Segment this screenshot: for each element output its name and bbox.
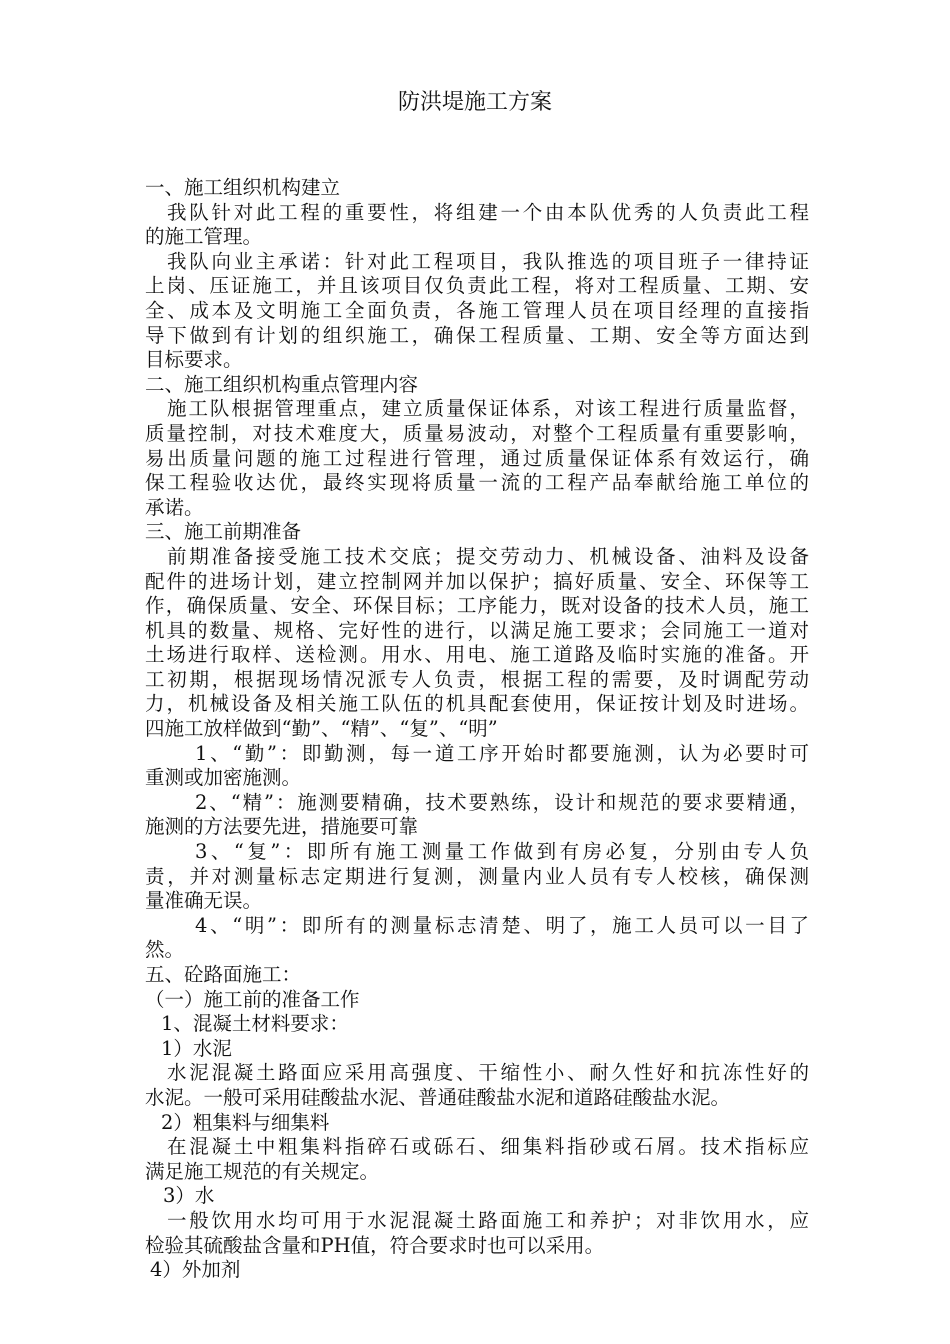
section-heading: 一、施工组织机构建立 (145, 176, 341, 199)
paragraph-line: 全、成本及文明施工全面负责，各施工管理人员在项目经理的直接指 (145, 298, 809, 322)
paragraph-line: 易出质量问题的施工过程进行管理，通过质量保证体系有效运行，确 (145, 446, 809, 470)
paragraph-line: 3、“复”：即所有施工测量工作做到有房必复，分别由专人负 (195, 840, 809, 864)
paragraph-line: 重测或加密施测。 (145, 766, 302, 790)
paragraph-line: 质量控制，对技术难度大，质量易波动，对整个工程质量有重要影响， (145, 421, 809, 445)
paragraph-line: 力，机械设备及相关施工队伍的机具配套使用，保证按计划及时进场。 (145, 692, 809, 716)
paragraph-line: 土场进行取样、送检测。用水、用电、施工道路及临时实施的准备。开 (145, 643, 809, 667)
paragraph-line: 施测的方法要先进，措施要可靠 (145, 815, 419, 839)
paragraph-line: 导下做到有计划的组织施工，确保工程质量、工期、安全等方面达到 (145, 323, 809, 347)
paragraph-line: 1、“勤”：即勤测，每一道工序开始时都要施测，认为必要时可 (195, 741, 809, 765)
paragraph-line: 配件的进场计划，建立控制网并加以保护；搞好质量、安全、环保等工 (145, 569, 809, 593)
paragraph-line: 施工队根据管理重点，建立质量保证体系，对该工程进行质量监督， (167, 397, 809, 421)
paragraph-line: 我队向业主承诺：针对此工程项目，我队推选的项目班子一律持证 (167, 249, 809, 273)
paragraph-line: 机具的数量、规格、完好性的进行，以满足施工要求；会同施工一道对 (145, 618, 809, 642)
paragraph-line: 满足施工规范的有关规定。 (145, 1159, 380, 1183)
paragraph-line: 然。 (145, 938, 185, 962)
subsection-heading: 1、混凝土材料要求： (161, 1012, 349, 1036)
section-heading: 二、施工组织机构重点管理内容 (145, 372, 419, 396)
section-heading: 五、砼路面施工： (145, 963, 302, 986)
paragraph-line: 目标要求。 (145, 348, 243, 372)
paragraph-line: 的施工管理。 (145, 225, 263, 249)
paragraph-line: 量准确无误。 (145, 889, 263, 913)
paragraph-line: 水泥混凝土路面应采用高强度、干缩性小、耐久性好和抗冻性好的 (167, 1061, 809, 1085)
subsection-heading: 2）粗集料与细集料 (161, 1110, 330, 1134)
paragraph-line: 前期准备接受施工技术交底；提交劳动力、机械设备、油料及设备 (167, 544, 809, 568)
paragraph-line: 我队针对此工程的重要性，将组建一个由本队优秀的人负责此工程 (167, 200, 809, 224)
paragraph-line: 4、“明”：即所有的测量标志清楚、明了，施工人员可以一目了 (195, 913, 809, 937)
paragraph-line: 2、“精”：施测要精确，技术要熟练，设计和规范的要求要精通， (195, 790, 809, 814)
section-heading: 四施工放样做到“勤”、“精”、“复”、“明” (145, 717, 498, 741)
page-title: 防洪堤施工方案 (397, 90, 552, 115)
paragraph-line: 在混凝土中粗集料指碎石或砾石、细集料指砂或石屑。技术指标应 (167, 1135, 809, 1159)
subsection-heading: 1）水泥 (161, 1036, 232, 1060)
paragraph-line: 承诺。 (145, 495, 204, 519)
paragraph-line: 作，确保质量、安全、环保目标；工序能力，既对设备的技术人员，施工 (145, 594, 809, 618)
paragraph-line: 工初期，根据现场情况派专人负责，根据工程的需要，及时调配劳动 (145, 667, 809, 691)
subsection-heading: 3）水 (163, 1184, 215, 1208)
paragraph-line: 保工程验收达优，最终实现将质量一流的工程产品奉献给施工单位的 (145, 471, 809, 495)
paragraph-line: 一般饮用水均可用于水泥混凝土路面施工和养护；对非饮用水，应 (167, 1208, 809, 1232)
subsection-heading: （一）施工前的准备工作 (145, 987, 360, 1011)
paragraph-line: 上岗、压证施工，并且该项目仅负责此工程，将对工程质量、工期、安 (145, 274, 809, 298)
paragraph-line: 责，并对测量标志定期进行复测，测量内业人员有专人校核，确保测 (145, 864, 809, 888)
paragraph-line: 水泥。一般可采用硅酸盐水泥、普通硅酸盐水泥和道路硅酸盐水泥。 (145, 1085, 731, 1109)
subsection-heading: 4）外加剂 (150, 1258, 241, 1282)
paragraph-line: 检验其硫酸盐含量和PH值，符合要求时也可以采用。 (145, 1233, 605, 1257)
document-body (145, 176, 809, 1283)
section-heading: 三、施工前期准备 (145, 520, 302, 544)
